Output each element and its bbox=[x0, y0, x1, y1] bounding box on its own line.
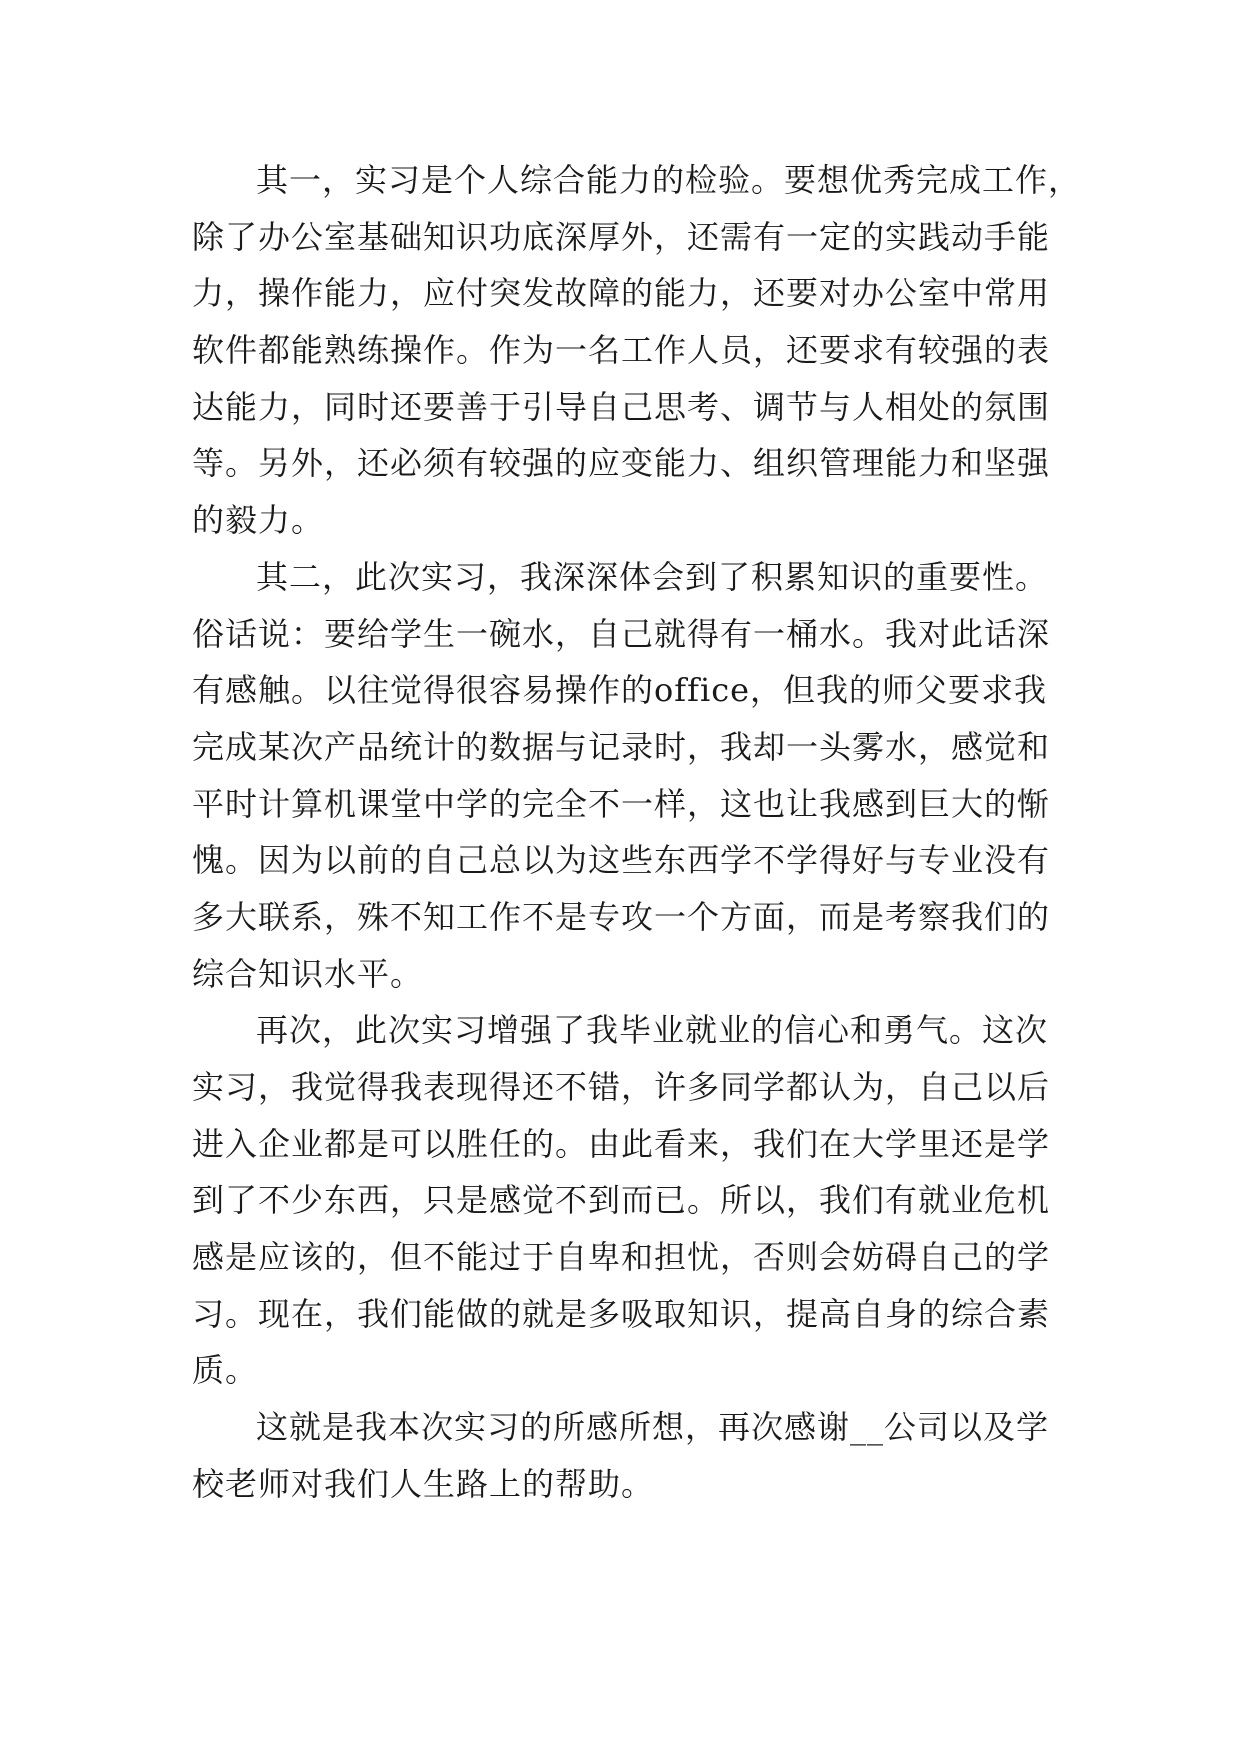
paragraph-3 bbox=[192, 1002, 1072, 1399]
text-line: 其二，此次实习，我深深体会到了积累知识的重要性。 bbox=[256, 557, 1049, 596]
text-line: 其一，实习是个人综合能力的检验。要想优秀完成工作， bbox=[256, 161, 1082, 199]
text-line: 进入企业都是可以胜任的。由此看来，我们在大学里还是学 bbox=[192, 1124, 1051, 1163]
paragraph-2 bbox=[192, 549, 1072, 1003]
text-line: 再次，此次实习增强了我毕业就业的信心和勇气。这次 bbox=[256, 1011, 1049, 1050]
text-line: 校老师对我们人生路上的帮助。 bbox=[192, 1464, 655, 1503]
text-line: 力，操作能力，应付突发故障的能力，还要对办公室中常用 bbox=[192, 274, 1051, 313]
text-line: 这就是我本次实习的所感所想，再次感谢__公司以及学 bbox=[256, 1408, 1050, 1447]
text-line: 感是应该的，但不能过于自卑和担忧，否则会妨碍自己的学 bbox=[192, 1238, 1051, 1277]
text-line: 完成某次产品统计的数据与记录时，我却一头雾水，感觉和 bbox=[192, 727, 1051, 766]
document-body bbox=[192, 152, 1082, 1513]
text-line: 等。另外，还必须有较强的应变能力、组织管理能力和坚强 bbox=[192, 444, 1051, 483]
text-line: 的毅力。 bbox=[192, 501, 325, 540]
text-line: 俗话说：要给学生一碗水，自己就得有一桶水。我对此话深 bbox=[192, 614, 1051, 653]
text-line: 多大联系，殊不知工作不是专攻一个方面，而是考察我们的 bbox=[192, 897, 1051, 936]
text-line: 达能力，同时还要善于引导自己思考、调节与人相处的氛围 bbox=[192, 387, 1051, 426]
text-line: 实习，我觉得我表现得还不错，许多同学都认为，自己以后 bbox=[192, 1068, 1051, 1106]
paragraph-4 bbox=[192, 1399, 1072, 1512]
text-line: 综合知识水平。 bbox=[192, 954, 424, 993]
text-line: 质。 bbox=[192, 1351, 259, 1390]
text-line: 有感触。以往觉得很容易操作的office，但我的师父要求我 bbox=[192, 671, 1048, 710]
text-line: 习。现在，我们能做的就是多吸取知识，提高自身的综合素 bbox=[192, 1294, 1051, 1333]
text-line: 平时计算机课堂中学的完全不一样，这也让我感到巨大的惭 bbox=[192, 784, 1051, 823]
text-line: 除了办公室基础知识功底深厚外，还需有一定的实践动手能 bbox=[192, 217, 1051, 256]
text-line: 愧。因为以前的自己总以为这些东西学不学得好与专业没有 bbox=[192, 841, 1051, 880]
paragraph-1 bbox=[192, 152, 1082, 549]
text-line: 到了不少东西，只是感觉不到而已。所以，我们有就业危机 bbox=[192, 1181, 1051, 1220]
text-line: 软件都能熟练操作。作为一名工作人员，还要求有较强的表 bbox=[192, 331, 1051, 370]
